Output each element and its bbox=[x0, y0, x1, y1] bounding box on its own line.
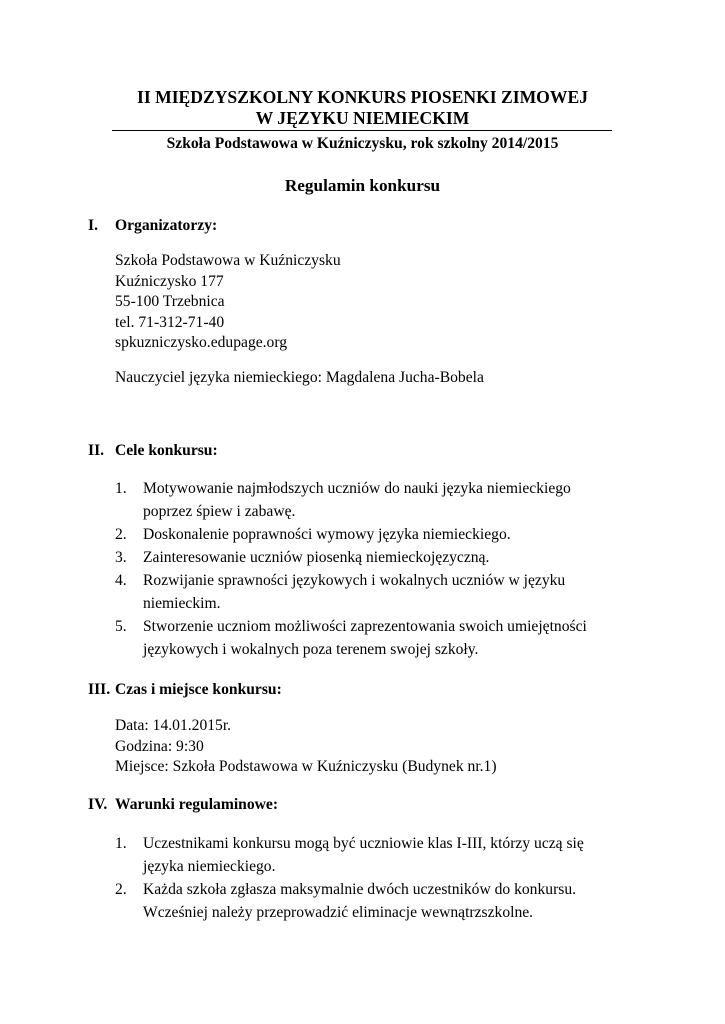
list-item bbox=[115, 546, 635, 569]
list-item-number: 1. bbox=[115, 835, 127, 852]
document-heading: Regulamin konkursu bbox=[284, 176, 441, 195]
section-number: I. bbox=[88, 217, 98, 234]
list-item-number: 2. bbox=[115, 881, 127, 898]
list-item-number: 2. bbox=[115, 526, 127, 543]
section-title: Czas i miejsce konkursu: bbox=[115, 681, 282, 698]
teacher-line bbox=[115, 368, 635, 389]
list-item bbox=[115, 477, 635, 523]
section-title: Cele konkursu: bbox=[115, 442, 218, 459]
address-line: Kuźniczysko 177 bbox=[115, 272, 224, 290]
section-number: III. bbox=[88, 681, 111, 698]
list-item-text-cont: poprzez śpiew i zabawę. bbox=[143, 503, 296, 520]
list-item-text: Doskonalenie poprawności wymowy języka niemieckiego. bbox=[143, 526, 511, 543]
list-item-number: 4. bbox=[115, 572, 127, 589]
address-line: spkuzniczysko.edupage.org bbox=[115, 334, 288, 351]
list-item bbox=[115, 832, 635, 878]
list-item-text: Stworzenie uczniom możliwości zaprezentowania swoich umiejętności bbox=[143, 618, 587, 635]
section-number: IV. bbox=[88, 796, 108, 813]
list-item bbox=[115, 523, 635, 546]
teacher-text: Nauczyciel języka niemieckiego: Magdalena Jucha-Bobela bbox=[115, 369, 484, 386]
address-line: Szkoła Podstawowa w Kuźniczysku bbox=[115, 252, 341, 269]
list-item-text: Uczestnikami konkursu mogą być uczniowie klas I-III, którzy uczą się bbox=[143, 835, 584, 852]
list-item-text: Zainteresowanie uczniów piosenką niemieckojęzyczną. bbox=[143, 549, 490, 566]
list-item-number: 3. bbox=[115, 549, 127, 566]
list-item-text: Każda szkoła zgłasza maksymalnie dwóch uczestników do konkursu. bbox=[143, 881, 577, 898]
list-item-text: Rozwijanie sprawności językowych i wokalnych uczniów w języku bbox=[143, 572, 566, 589]
goals-list bbox=[115, 477, 635, 661]
date-line: Data: 14.01.2015r. bbox=[115, 717, 232, 734]
list-item bbox=[115, 569, 635, 615]
place-line: Miejsce: Szkoła Podstawowa w Kuźniczysku (Budynek nr.1) bbox=[115, 758, 497, 775]
time-place-details bbox=[115, 716, 635, 778]
list-item-number: 5. bbox=[115, 618, 127, 635]
address-line: tel. 71-312-71-40 bbox=[115, 313, 225, 331]
list-item-text-cont: niemieckim. bbox=[143, 595, 221, 612]
title-line-2: W JĘZYKU NIEMIECKIM bbox=[255, 108, 470, 128]
list-item-text-cont: Wcześniej należy przeprowadzić eliminacje wewnątrzszkolne. bbox=[143, 904, 534, 921]
section-number: II. bbox=[88, 442, 105, 459]
list-item bbox=[115, 878, 635, 924]
organizer-address bbox=[115, 251, 635, 354]
list-item-number: 1. bbox=[115, 480, 127, 497]
rules-list bbox=[115, 832, 635, 924]
subtitle: Szkoła Podstawowa w Kuźniczysku, rok szkolny 2014/2015 bbox=[166, 135, 559, 152]
title-divider bbox=[112, 130, 612, 131]
address-line: 55-100 Trzebnica bbox=[115, 293, 225, 310]
time-line: Godzina: 9:30 bbox=[115, 737, 204, 755]
title-line-1: II MIĘDZYSZKOLNY KONKURS PIOSENKI ZIMOWEJ bbox=[137, 87, 588, 107]
list-item-text-cont: językowych i wokalnych poza terenem swojej szkoły. bbox=[143, 641, 479, 658]
list-item bbox=[115, 615, 635, 661]
section-title: Warunki regulaminowe: bbox=[115, 796, 279, 813]
list-item-text: Motywowanie najmłodszych uczniów do nauki języka niemieckiego bbox=[143, 480, 571, 497]
list-item-text-cont: języka niemieckiego. bbox=[143, 858, 276, 875]
section-title: Organizatorzy: bbox=[115, 217, 218, 234]
